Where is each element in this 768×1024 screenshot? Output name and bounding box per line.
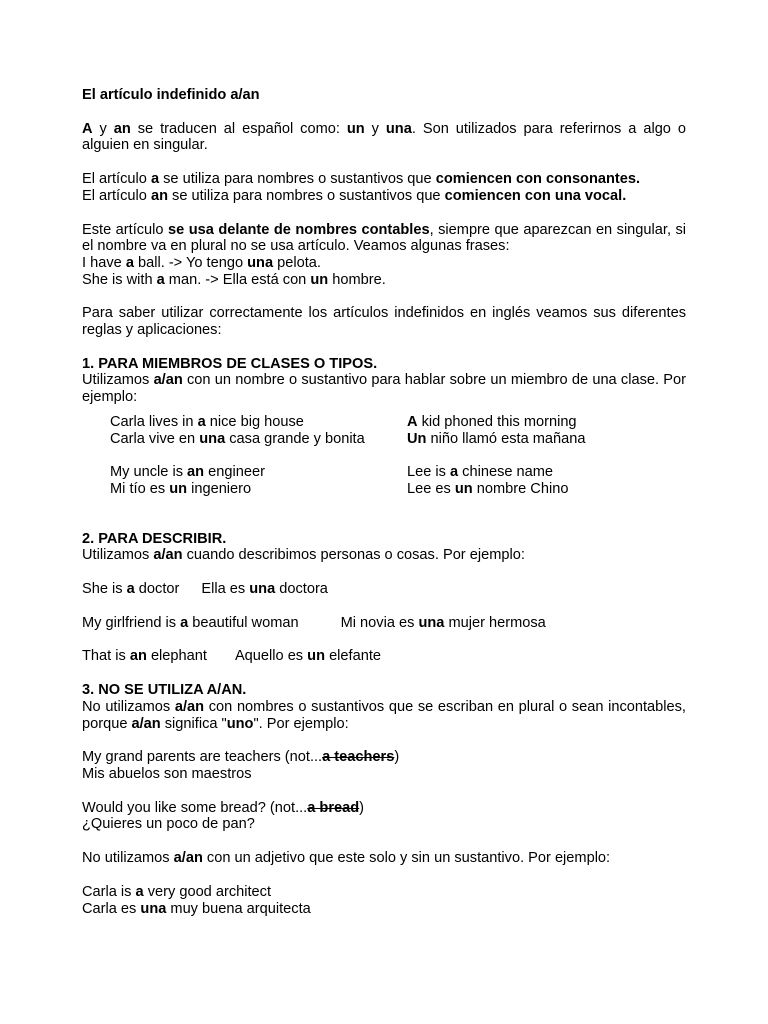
bold-word: an [113,120,131,137]
bold-word: an [129,648,147,665]
bold-word: una [249,581,276,598]
usage-paragraph [82,222,686,289]
bold-word: un [307,648,326,665]
bold-word: a/an [153,372,183,389]
strikethrough-word: a teachers [322,749,395,766]
example-row [110,414,686,431]
example-line [82,272,686,289]
heading-text: 3. NO SE UTILIZA A/AN. [82,682,247,699]
intro-paragraph [82,121,686,154]
text-run: elephant [146,648,207,665]
text-run: Would you like some bread? (not... [82,799,308,816]
text-run: My girlfriend is [82,614,181,631]
bold-word: una [247,254,274,271]
bold-word: a [197,413,206,430]
text-run: chinese name [458,464,554,481]
bold-word: a [156,271,165,288]
bold-word: a/an [131,715,161,732]
bold-word: un [169,480,188,497]
section-heading [82,356,686,373]
text-run: Lee is [407,464,450,481]
example-line [82,581,686,598]
section-text [82,547,686,564]
text-run: mujer hermosa [444,614,546,631]
example-line [82,884,686,901]
text-run: Aquello es [234,648,308,665]
text-run: con nombres o sustantivos que se escriban en plural o sean incontables, porque [82,698,686,732]
text-run: Carla es [82,900,141,917]
bold-word: un [310,271,329,288]
text-run: Mi tío es [110,480,170,497]
example-row [110,464,686,481]
text-run: beautiful woman [188,614,299,631]
text-run: niño llamó esta mañana [426,430,586,447]
text-run: cuando describimos personas o cosas. Por ejemplo: [182,547,525,564]
example-line [82,648,686,665]
bold-word: uno [226,715,254,732]
text-run: ". Por ejemplo: [253,715,349,732]
article-rules-paragraph [82,171,686,204]
bold-word: a [125,254,134,271]
example-row [110,481,686,498]
bold-word: a/an [173,850,203,867]
text-run: She is with [82,271,157,288]
example-line [82,800,686,817]
text-run: hombre. [328,271,386,288]
bold-word: una [199,430,226,447]
strikethrough-word: a bread [307,799,360,816]
text-run: Carla is [82,883,136,900]
bold-word: un [454,480,473,497]
section-text [82,372,686,405]
text-run: doctor [134,581,180,598]
example-cell [110,414,407,431]
example-cell [407,481,568,498]
bold-word: A [407,413,418,430]
text-run: , siempre que aparezcan en singular, si el nombre va en plural no se usa artículo. Veamos algunas frases: [82,221,687,255]
bold-word: comiencen con consonantes. [435,171,641,188]
page-title: El artículo indefinido a/an [82,87,260,103]
bold-word: a [135,883,144,900]
section-heading [82,531,686,548]
example-line [82,749,686,766]
section-1 [82,356,686,498]
rule-line [82,171,686,188]
text-run: elefante [325,648,382,665]
example-pair [82,884,686,917]
example-cell [407,431,585,448]
text-run: Mi novia es [340,614,419,631]
text-run: engineer [204,464,265,481]
example-pair [82,749,686,782]
section-3 [82,682,686,917]
text-run: She is [82,581,127,598]
rules-intro-paragraph: Para saber utilizar correctamente los artículos indefinidos en inglés veamos sus diferentes reglas y aplicaciones: [82,305,686,339]
text-run: very good architect [143,883,272,900]
translation-line: ¿Quieres un poco de pan? [82,816,255,833]
bold-word: a [180,614,189,631]
bold-word: A [82,120,93,137]
section-text [82,850,686,867]
text-run: con un adjetivo que este solo y sin un sustantivo. Por ejemplo: [202,850,611,867]
text-run: ) [394,749,400,766]
text-run: se traducen al español como: [130,120,347,137]
example-pair [82,800,686,833]
heading-text: 2. PARA DESCRIBIR. [82,530,227,547]
text-run: pelota. [273,254,321,271]
text-run: casa grande y bonita [225,430,365,447]
usage-text [82,222,686,255]
text-run: se utiliza para nombres o sustantivos que [167,187,445,204]
example-cell [407,464,553,481]
section-heading [82,682,686,699]
text-run: No utilizamos [82,698,175,715]
document-page [82,87,686,917]
bold-word: a [126,581,135,598]
text-run: My grand parents are teachers (not... [82,749,323,766]
rule-line [82,188,686,205]
text-run: ingeniero [187,480,252,497]
text-run: nombre Chino [472,480,569,497]
text-run: No utilizamos [82,850,174,867]
bold-word: comiencen con una vocal. [444,187,627,204]
text-run: Carla lives in [110,413,198,430]
bold-word: una [385,120,412,137]
text-run: muy buena arquitecta [166,900,311,917]
section-text [82,699,686,732]
text-run: Utilizamos [82,547,154,564]
heading-text: 1. PARA MIEMBROS DE CLASES O TIPOS. [82,355,378,372]
text-run: Carla vive en [110,430,200,447]
text-run: Lee es [407,480,455,497]
text-run: I have [82,254,126,271]
text-run: con un nombre o sustantivo para hablar sobre un miembro de una clase. Por ejemplo: [82,372,687,406]
bold-word: a/an [153,547,183,564]
text-run: Utilizamos [82,372,154,389]
text-run: y [364,120,386,137]
bold-word: an [187,464,205,481]
text-run: El artículo [82,171,151,188]
bold-word: una [140,900,167,917]
text-run: Este artículo [82,221,168,238]
bold-word: una [418,614,445,631]
bold-word: an [150,187,168,204]
example-line [82,255,686,272]
example-cell [110,481,407,498]
section-2 [82,531,686,666]
bold-word: a/an [174,698,205,715]
text-run: That is [82,648,130,665]
text-run: nice big house [205,413,304,430]
text-run: My uncle is [110,464,188,481]
text-run: Ella es [201,581,250,598]
text-run: significa " [160,715,227,732]
text-run: El artículo [82,187,151,204]
text-run: y [92,120,114,137]
bold-word: a [150,171,160,188]
translation-line [82,901,686,918]
text-run: ) [359,799,365,816]
bold-word: Un [407,430,427,447]
text-run: kid phoned this morning [417,413,577,430]
text-run: . Son utilizados para referirnos a algo o alguien en singular. [82,120,686,154]
example-cell [110,431,407,448]
example-cell [407,414,577,431]
example-line [82,615,686,632]
bold-word: un [346,120,365,137]
text-run: man. -> Ella está con [164,271,311,288]
text-run: ball. -> Yo tengo [133,254,248,271]
example-cell [110,464,407,481]
example-row [110,431,686,448]
text-run: se utiliza para nombres o sustantivos que [159,171,436,188]
text-run: doctora [275,581,328,598]
translation-line: Mis abuelos son maestros [82,765,252,782]
bold-phrase: se usa delante de nombres contables [168,221,430,238]
bold-word: a [450,464,459,481]
examples-table [110,414,686,498]
